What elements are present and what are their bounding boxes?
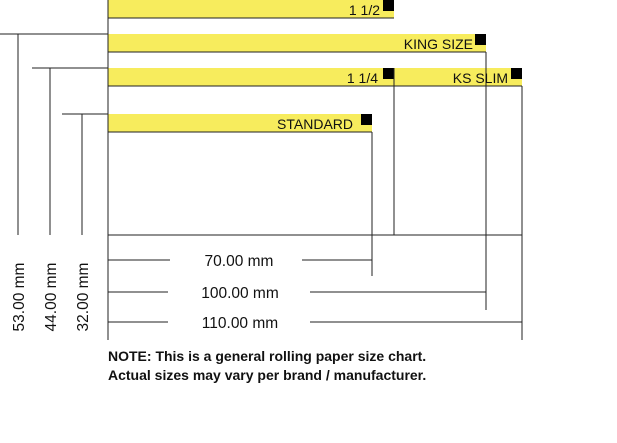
label-1-1-2: 1 1/2	[348, 2, 380, 18]
height-44mm: 44.00 mm	[43, 262, 60, 332]
height-53mm: 53.00 mm	[11, 262, 28, 332]
label-standard: STANDARD	[277, 116, 353, 132]
marker-standard	[361, 114, 372, 125]
marker-ks-slim	[511, 68, 522, 79]
note	[108, 348, 426, 383]
width-labels	[201, 253, 279, 332]
corner-markers	[361, 0, 522, 125]
gum-bands	[108, 0, 522, 132]
label-1-1-4: 1 1/4	[346, 70, 378, 86]
height-labels	[11, 263, 92, 332]
width-100mm: 100.00 mm	[201, 285, 279, 302]
width-110mm: 110.00 mm	[201, 315, 279, 332]
width-70mm: 70.00 mm	[204, 253, 274, 270]
label-king-size: KING SIZE	[403, 36, 473, 52]
height-32mm: 32.00 mm	[75, 262, 92, 332]
note-line-1: NOTE: This is a general rolling paper size chart.	[108, 348, 427, 364]
marker-1-1-2	[383, 0, 394, 11]
note-line-2: Actual sizes may vary per brand / manufacturer.	[108, 367, 427, 383]
marker-king-size	[475, 34, 486, 45]
marker-1-1-4	[383, 68, 394, 79]
paper-labels	[277, 2, 508, 132]
label-ks-slim: KS SLIM	[452, 70, 508, 86]
